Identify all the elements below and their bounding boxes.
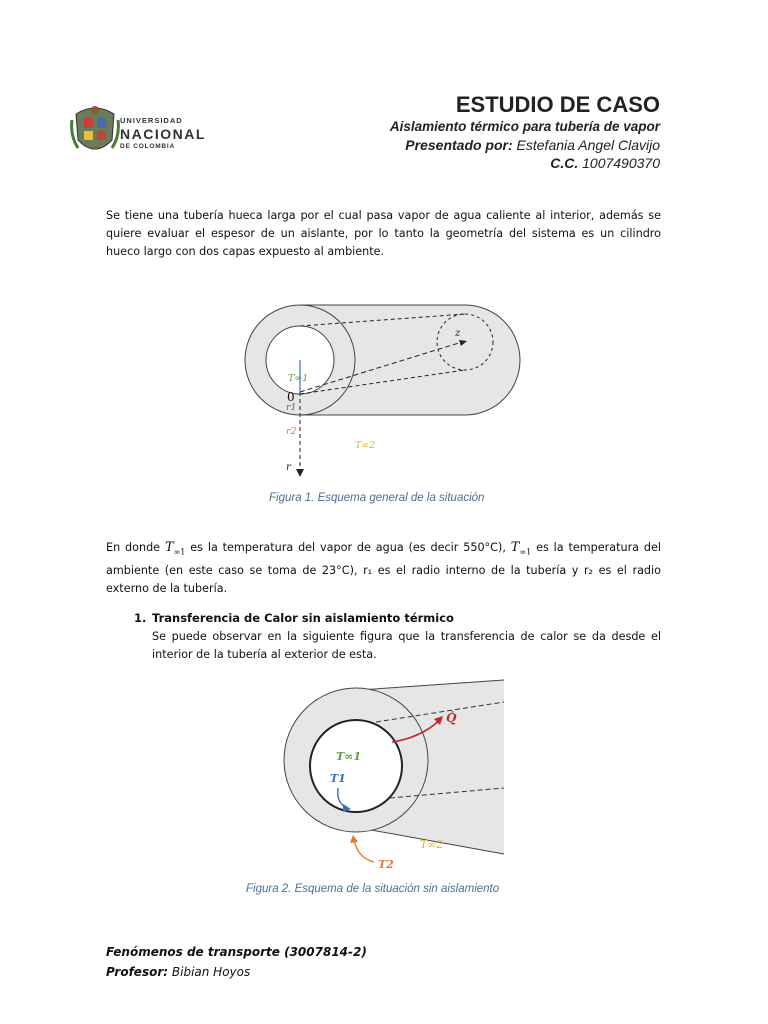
fig2-t2-label: T2 (378, 858, 394, 871)
definitions-text3: es la temperatura del ambiente (en este caso se toma de 23°C), r₁ es el radio interno de la tubería y r₂ es el radio externo de la tubería. (106, 541, 661, 595)
fig1-t-inf2-label: T∞2 (355, 440, 376, 451)
definitions-text1: En donde (106, 541, 161, 554)
page-footer (106, 942, 367, 982)
fig2-t1-label: T1 (330, 772, 346, 785)
university-crest-icon (70, 100, 120, 162)
cc-line (390, 154, 660, 172)
section1-title: Transferencia de Calor sin aislamiento térmico (152, 611, 454, 625)
intro-paragraph: Se tiene una tubería hueca larga por el cual pasa vapor de agua caliente al interior, además se quiere evaluar el espesor de un aislante, por lo tanto la geometría del sistema es un cilindro hueco largo con dos capas expuesto al ambiente. (106, 209, 661, 258)
figure2-diagram (280, 676, 510, 876)
presented-label: Presentado por: (405, 137, 513, 153)
fig1-r1-label: r1 (286, 402, 297, 413)
author-name: Estefania Angel Clavijo (516, 137, 660, 153)
document-subtitle: Aislamiento térmico para tubería de vapor (389, 119, 660, 134)
fig1-r2-label: r2 (286, 426, 297, 437)
section1-body: Se puede observar en la siguiente figura que la transferencia de calor se da desde el interior de la tubería al exterior de esta. (152, 630, 661, 661)
university-line2: NACIONAL (120, 126, 206, 142)
figure1-diagram (240, 280, 530, 485)
author-line (390, 136, 660, 154)
figure1-caption: Figura 1. Esquema general de la situación (269, 492, 485, 504)
fig2-q-label: Q̇ (446, 711, 457, 725)
definitions-paragraph (106, 539, 661, 598)
section1-number: 1. (134, 611, 147, 625)
definitions-text2: es la temperatura del vapor de agua (es decir 550°C), (190, 541, 506, 554)
professor-label: Profesor: (106, 965, 169, 979)
professor-name: Bibian Hoyos (171, 965, 251, 979)
footer-professor (106, 962, 367, 982)
cc-label: C.C. (550, 155, 579, 171)
symbol-t-inf2: $T_{\infty 1}$ (510, 540, 532, 557)
fig1-r-axis-label: r (286, 462, 291, 473)
fig1-t-inf1-label: T∞1 (288, 373, 309, 384)
fig1-z-label: z (455, 328, 461, 339)
university-line3: DE COLOMBIA (120, 143, 176, 150)
footer-course: Fenómenos de transporte (3007814-2) (106, 945, 367, 959)
section1-heading (134, 611, 454, 625)
document-title: ESTUDIO DE CASO (455, 92, 660, 117)
fig1-origin-label: 0 (287, 390, 295, 404)
university-line1: UNIVERSIDAD (120, 116, 183, 125)
figure2-caption: Figura 2. Esquema de la situación sin aislamiento (246, 883, 500, 895)
university-name (120, 116, 206, 150)
symbol-t-inf1: $T_{\infty 1}$ (164, 540, 186, 557)
fig2-t-inf2-label: T∞2 (420, 838, 444, 851)
document-header (390, 92, 660, 172)
cc-value: 1007490370 (582, 155, 660, 171)
fig2-t-inf1-label: T∞1 (336, 750, 362, 763)
